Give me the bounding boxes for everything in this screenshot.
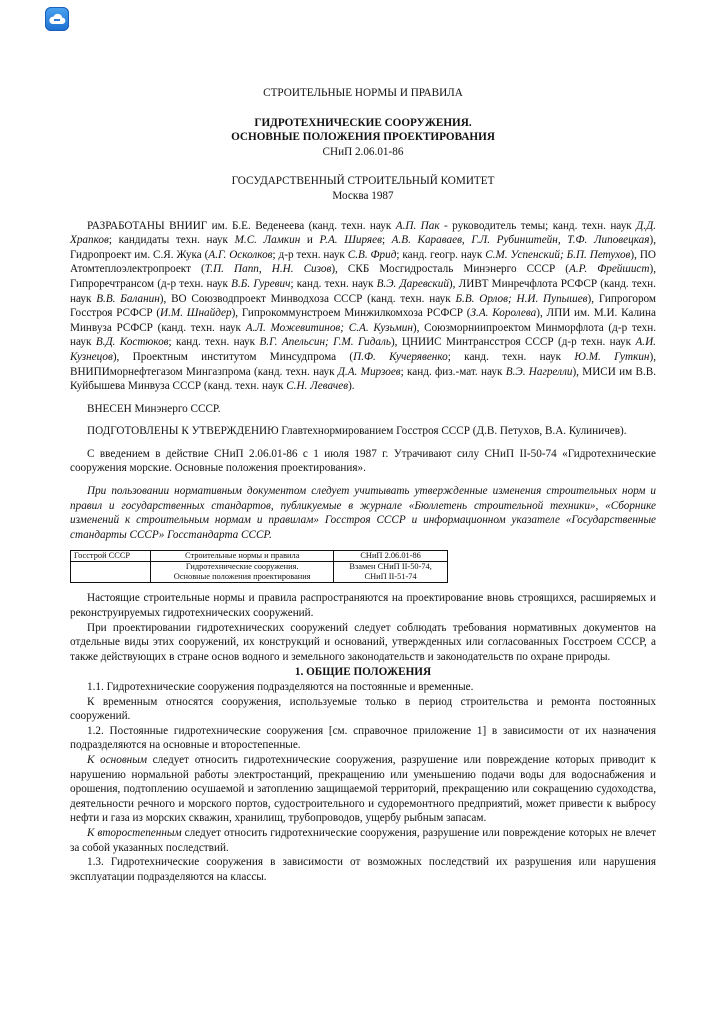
table-cell-empty [71,562,151,583]
document-page [70,86,656,884]
clause-1-3: 1.3. Гидротехнические сооружения в зависимости от возможных последствий их разрушения или нарушения эксплуатации подразделяются на классы. [70,856,656,883]
clause-1-1: 1.1. Гидротехнические сооружения подразделяются на постоянные и временные. [87,681,474,693]
table-cell-name: Гидротехнические сооружения. Основные положения проектирования [151,562,334,583]
section-1-title: 1. ОБЩИЕ ПОЛОЖЕНИЯ [294,666,432,679]
table-row [71,562,448,583]
prepared-paragraph: ПОДГОТОВЛЕНЫ К УТВЕРЖДЕНИЮ Главтехнормированием Госстроя СССР (Д.В. Петухов, В.А. Кулиничев). [87,425,627,438]
clause-1-2-secondary: К второстепенным следует относить гидротехнические сооружения, разрушение или повреждение которых не влечет за собой указанных последствий. [70,826,656,854]
doc-city-year: Москва 1987 [332,189,394,202]
scope-paragraph: Настоящие строительные нормы и правила распространяются на проектирование вновь строящихся, расширяемых и реконструируемых гидротехнических сооружений. [70,592,656,620]
table-cell-code: СНиП 2.06.01-86 [334,551,448,562]
app-icon[interactable] [45,7,69,31]
doc-code: СНиП 2.06.01-86 [322,145,404,158]
clause-1-1-temporary: К временным относятся сооружения, используемые только в период строительства и ремонта постоянных сооружений. [70,695,656,723]
compliance-paragraph: При проектировании гидротехнических сооружений следует соблюдать требования нормативных документов на отдельные виды этих сооружений, их конструкций и оснований, утвержденных или согласованных Госстроем СССР, а также действующих в стране основ водного и земельного законодательств и законодательств по охране природы. [70,621,656,663]
developers-paragraph: РАЗРАБОТАНЫ ВНИИГ им. Б.Е. Веденеева (канд. техн. наук А.П. Пак - руководитель темы; канд. техн. наук Д.Д. Храпков; кандидаты техн. наук М.С. Ламкин и Р.А. Ширяев; А.В. Караваев, Г.Л. Рубинштейн, Т.Ф. Липовецкая), Гидропроект им. С.Я. Жука (А.Г. Осколков; д-р техн. наук С.В. Фрид; канд. геогр. наук С.М. Успенский; Б.П. Петухов), ПО Атомтеплоэлектропроект (Т.П. Папп, Н.Н. Сизов), СКБ Мосгидросталь Минэнерго СССР (А.Р. Фрейшист), Гипроречтрансом (д-р техн. наук В.Б. Гуревич; канд. техн. наук В.Э. Даревский), ЛИВТ Минречфлота РСФСР (канд. техн. наук В.В. Баланин), ВО Союзводпроект Минводхоза СССР (канд. техн. наук Б.В. Орлов; Н.И. Пупышев), Гипрогором Госстроя РСФСР (И.М. Шнайдер), Гипрокоммунстроем Минжилкомхоза РСФСР (З.А. Королева), ЛПИ им. М.И. Калина Минвуза РСФСР (канд. техн. наук А.Л. Можевитинов; С.А. Кузьмин), Союзморниипроектом Минморфлота (д-р техн. наук В.Д. Костюков; канд. техн. наук В.Г. Апельсин; Г.М. Гидаль), ЦНИИС Минтрансстроя СССР (д-р техн. наук А.И. Кузнецов), Проектным институтом Минсудпрома (П.Ф. Кучерявенко; канд. техн. наук Ю.М. Гуткин), ВНИПИморнефтегазом Мингазпрома (канд. техн. наук Д.А. Мирзоев; канд. физ.-мат. наук В.Э. Нагрелли), МИСИ им В.В. Куйбышева Минвуза СССР (канд. техн. наук С.Н. Левачев). [70,219,657,393]
doc-committee: ГОСУДАРСТВЕННЫЙ СТРОИТЕЛЬНЫЙ КОМИТЕТ [231,175,495,188]
table-row [71,551,448,562]
usage-note: При пользовании нормативным документом следует учитывать утвержденные изменения строительных норм и правил и государственных стандартов, публикуемые в журнале «Бюллетень строительной техники», «Сборнике изменений к строительным нормам и правилам» Госстроя СССР и информационном указателе «Государственные стандарты СССР» Госстандарта СССР. [70,485,656,541]
doc-title-line1: ГИДРОТЕХНИЧЕСКИЕ СООРУЖЕНИЯ. [254,116,472,129]
cloud-reader-icon [48,12,66,26]
clause-1-2-main: К основным следует относить гидротехнические сооружения, разрушение или повреждение которых приводит к нарушению нормальной работы электростанций, прекращению или уменьшению подачи воды для водоснабжения и орошения, подтоплению осушаемой и затоплению защищаемой территорий, прекращению или сокращению судоходства, деятельности речного и морского портов, судостроительного и судоремонтного предприятий, может привести к выбросу нефти и газа из морских скважин, хранилищ, трубопроводов, ущербу рыбным запасам. [70,753,656,825]
table-cell-agency: Госстрой СССР [71,551,151,562]
table-cell-type: Строительные нормы и правила [151,551,334,562]
doc-header: СТРОИТЕЛЬНЫЕ НОРМЫ И ПРАВИЛА [263,87,463,99]
table-cell-replaces: Взамен СНиП II-50-74, СНиП II-51-74 [334,562,448,583]
document-header-table [70,550,448,583]
clause-1-2: 1.2. Постоянные гидротехнические сооружения [см. справочное приложение 1] в зависимости от их назначения подразделяются на основные и второстепенные. [70,724,656,752]
effective-paragraph: С введением в действие СНиП 2.06.01-86 с 1 июля 1987 г. Утрачивают силу СНиП II-50-74 «Гидротехнические сооружения морские. Основные положения проектирования». [70,447,656,475]
doc-title-line2: ОСНОВНЫЕ ПОЛОЖЕНИЯ ПРОЕКТИРОВАНИЯ [231,131,495,144]
introduced-paragraph: ВНЕСЕН Минэнерго СССР. [87,402,221,415]
